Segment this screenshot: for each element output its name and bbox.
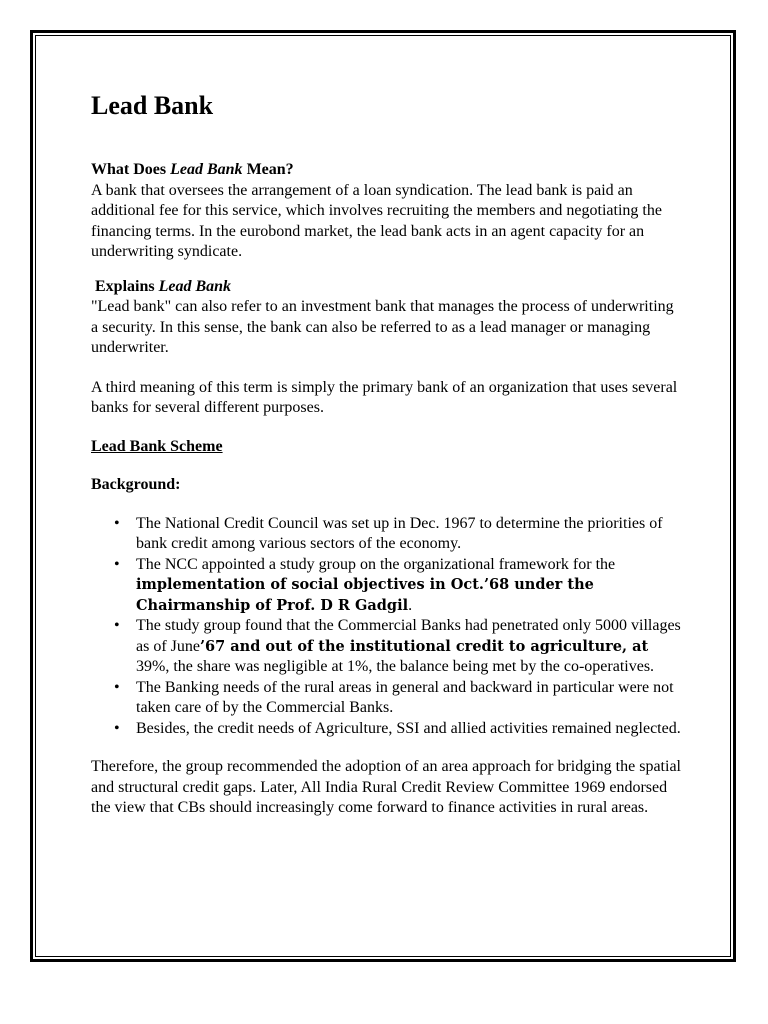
bullet-icon: • <box>114 719 120 737</box>
background-bullet-list <box>91 514 681 740</box>
document-body <box>91 90 681 819</box>
list-item <box>114 514 681 555</box>
bullet-text-emphasis: ’67 and out of the institutional credit to agriculture, at <box>199 637 649 655</box>
explains-heading <box>91 277 681 298</box>
bullet-text: Besides, the credit needs of Agriculture, SSI and allied activities remained neglected. <box>136 719 681 737</box>
list-item <box>114 678 681 719</box>
explains-heading-pre: Explains <box>95 277 159 295</box>
bullet-text: The National Credit Council was set up in Dec. 1967 to determine the priorities of bank credit among various sectors of the economy. <box>136 514 663 552</box>
bullet-text-post: . <box>408 596 413 614</box>
document-title: Lead Bank <box>91 91 214 120</box>
explains-body-1: "Lead bank" can also refer to an investment bank that manages the process of underwriting a security. In this sense, the bank can also be referred to as a lead manager or managing underwriter. <box>91 298 674 356</box>
list-item <box>114 555 681 617</box>
explains-body-2: A third meaning of this term is simply the primary bank of an organization that uses several banks for several different purposes. <box>91 378 678 416</box>
bullet-text-emphasis: implementation of social objectives in Oct.’68 under the Chairmanship of Prof. D R Gadgil <box>136 576 594 614</box>
what-does-section <box>91 160 681 263</box>
bullet-text-pre: The study group found that the Commercial Banks had penetrated only 5000 villages as of June <box>136 617 681 655</box>
bullet-icon: • <box>114 617 120 634</box>
bullet-text-pre: The NCC appointed a study group on the organizational framework for the <box>136 555 616 573</box>
bullet-icon: • <box>114 514 120 532</box>
bullet-text: The Banking needs of the rural areas in general and backward in particular were not taken care of by the Commercial Banks. <box>136 678 674 716</box>
bullet-icon: • <box>114 678 120 696</box>
scheme-title: Lead Bank Scheme <box>91 437 223 455</box>
what-does-heading-pre: What Does <box>91 161 171 178</box>
explains-section <box>91 277 681 419</box>
conclusion-paragraph: Therefore, the group recommended the adoption of an area approach for bridging the spatial and structural credit gaps. Later, All India Rural Credit Review Committee 1969 endorsed the view that CBs should increasingly come forward to finance activities in rural areas. <box>91 758 681 816</box>
what-does-heading <box>91 160 681 181</box>
list-item <box>114 616 681 678</box>
background-heading: Background: <box>91 476 181 493</box>
what-does-heading-post: Mean? <box>242 161 294 178</box>
explains-heading-term: Lead Bank <box>158 277 232 295</box>
list-item <box>114 719 681 740</box>
what-does-heading-term: Lead Bank <box>170 161 243 178</box>
bullet-icon: • <box>114 555 120 573</box>
bullet-text-post: 39%, the share was negligible at 1%, the balance being met by the co-operatives. <box>136 658 655 675</box>
what-does-body: A bank that oversees the arrangement of a loan syndication. The lead bank is paid an additional fee for this service, which involves recruiting the members and negotiating the financing terms. In the eurobond market, the lead bank acts in an agent capacity for an underwriting syndicate. <box>91 181 662 260</box>
